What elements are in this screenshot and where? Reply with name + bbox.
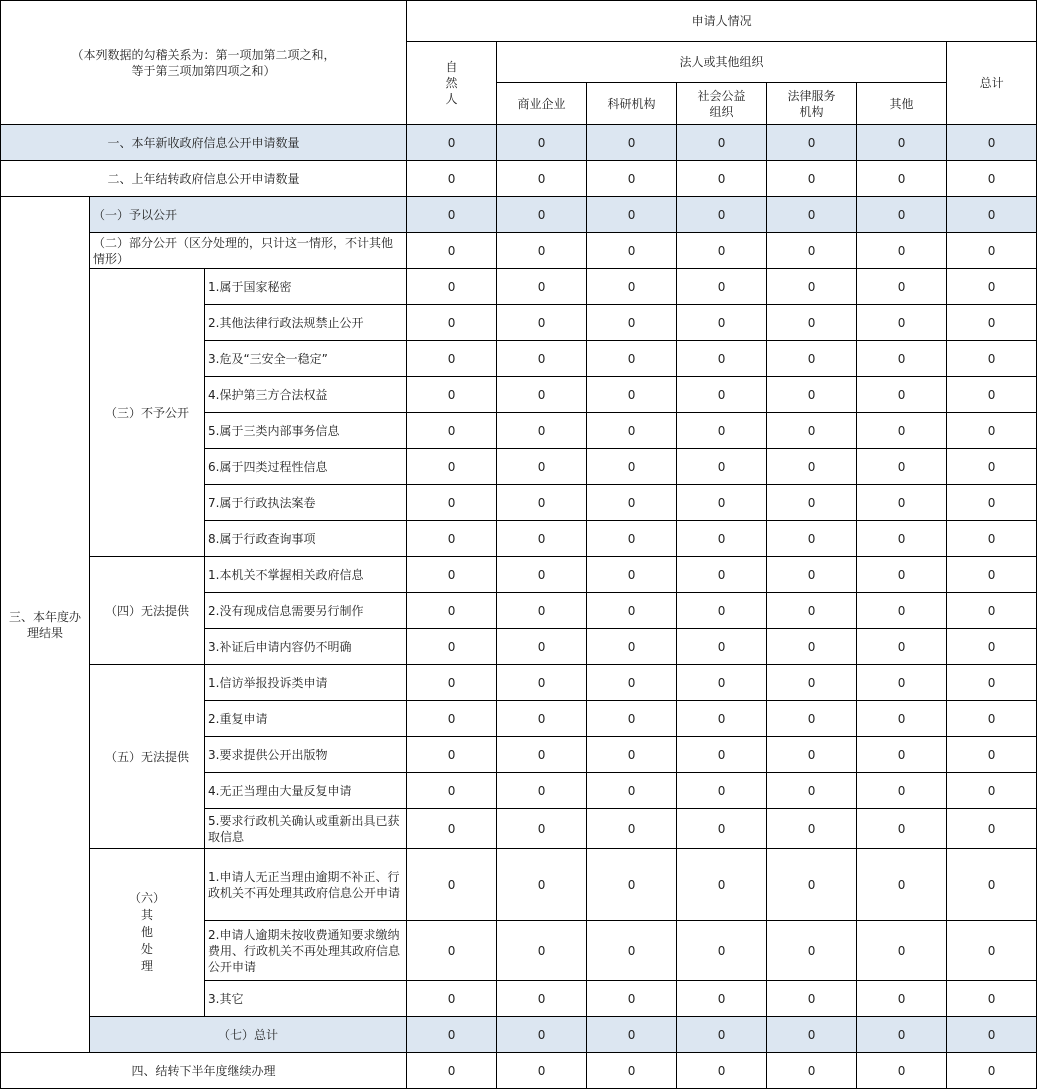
value-cell: 0	[767, 809, 857, 849]
value-cell: 0	[497, 197, 587, 233]
value-cell: 0	[947, 1053, 1037, 1089]
value-cell: 0	[857, 773, 947, 809]
value-cell: 0	[677, 341, 767, 377]
value-cell: 0	[677, 521, 767, 557]
value-cell: 0	[857, 593, 947, 629]
value-cell: 0	[857, 485, 947, 521]
value-cell: 0	[947, 197, 1037, 233]
value-cell: 0	[947, 773, 1037, 809]
value-cell: 0	[407, 629, 497, 665]
row-label: （七）总计	[90, 1017, 407, 1053]
value-cell: 0	[587, 557, 677, 593]
value-cell: 0	[947, 305, 1037, 341]
value-cell: 0	[407, 1017, 497, 1053]
value-cell: 0	[587, 981, 677, 1017]
value-cell: 0	[947, 125, 1037, 161]
value-cell: 0	[767, 269, 857, 305]
value-cell: 0	[857, 629, 947, 665]
value-cell: 0	[767, 233, 857, 269]
value-cell: 0	[767, 125, 857, 161]
item-label: 1.信访举报投诉类申请	[205, 665, 407, 701]
value-cell: 0	[677, 233, 767, 269]
value-cell: 0	[947, 449, 1037, 485]
value-cell: 0	[677, 305, 767, 341]
value-cell: 0	[857, 449, 947, 485]
value-cell: 0	[857, 413, 947, 449]
value-cell: 0	[497, 593, 587, 629]
table-row	[1, 233, 1037, 269]
value-cell: 0	[767, 921, 857, 981]
value-cell: 0	[587, 1017, 677, 1053]
value-cell: 0	[947, 377, 1037, 413]
value-cell: 0	[947, 665, 1037, 701]
value-cell: 0	[587, 161, 677, 197]
value-cell: 0	[497, 161, 587, 197]
item-label: 2.没有现成信息需要另行制作	[205, 593, 407, 629]
value-cell: 0	[947, 413, 1037, 449]
org-header: 商业企业	[497, 83, 587, 125]
value-cell: 0	[857, 341, 947, 377]
applicant-header: 申请人情况	[407, 1, 1037, 42]
value-cell: 0	[407, 305, 497, 341]
value-cell: 0	[947, 557, 1037, 593]
value-cell: 0	[677, 921, 767, 981]
value-cell: 0	[947, 849, 1037, 921]
value-cell: 0	[947, 593, 1037, 629]
table-row	[1, 125, 1037, 161]
value-cell: 0	[497, 629, 587, 665]
item-label: 3.补证后申请内容仍不明确	[205, 629, 407, 665]
value-cell: 0	[677, 557, 767, 593]
natural-person-header: 自然人	[407, 42, 497, 125]
value-cell: 0	[407, 197, 497, 233]
value-cell: 0	[677, 665, 767, 701]
value-cell: 0	[407, 557, 497, 593]
value-cell: 0	[947, 233, 1037, 269]
value-cell: 0	[407, 737, 497, 773]
value-cell: 0	[407, 485, 497, 521]
value-cell: 0	[857, 701, 947, 737]
value-cell: 0	[767, 197, 857, 233]
value-cell: 0	[677, 849, 767, 921]
value-cell: 0	[497, 269, 587, 305]
table-row	[1, 161, 1037, 197]
item-label: 2.重复申请	[205, 701, 407, 737]
value-cell: 0	[947, 341, 1037, 377]
value-cell: 0	[677, 269, 767, 305]
value-cell: 0	[497, 701, 587, 737]
value-cell: 0	[407, 701, 497, 737]
row-label: 二、上年结转政府信息公开申请数量	[1, 161, 407, 197]
value-cell: 0	[587, 593, 677, 629]
value-cell: 0	[497, 341, 587, 377]
value-cell: 0	[677, 981, 767, 1017]
value-cell: 0	[497, 849, 587, 921]
value-cell: 0	[857, 1017, 947, 1053]
item-label: 4.保护第三方合法权益	[205, 377, 407, 413]
table-row	[1, 1017, 1037, 1053]
value-cell: 0	[497, 921, 587, 981]
value-cell: 0	[407, 341, 497, 377]
value-cell: 0	[677, 1017, 767, 1053]
value-cell: 0	[857, 557, 947, 593]
value-cell: 0	[587, 1053, 677, 1089]
value-cell: 0	[407, 593, 497, 629]
value-cell: 0	[407, 921, 497, 981]
value-cell: 0	[407, 665, 497, 701]
value-cell: 0	[497, 485, 587, 521]
value-cell: 0	[947, 485, 1037, 521]
item-label: 1.申请人无正当理由逾期不补正、行政机关不再处理其政府信息公开申请	[205, 849, 407, 921]
value-cell: 0	[947, 1017, 1037, 1053]
value-cell: 0	[407, 377, 497, 413]
item-label: 4.无正当理由大量反复申请	[205, 773, 407, 809]
value-cell: 0	[767, 773, 857, 809]
value-cell: 0	[497, 809, 587, 849]
value-cell: 0	[767, 341, 857, 377]
value-cell: 0	[677, 197, 767, 233]
value-cell: 0	[677, 485, 767, 521]
value-cell: 0	[767, 521, 857, 557]
value-cell: 0	[857, 737, 947, 773]
item-label: 2.申请人逾期未按收费通知要求缴纳费用、行政机关不再处理其政府信息公开申请	[205, 921, 407, 981]
value-cell: 0	[677, 1053, 767, 1089]
row-label: （一）予以公开	[90, 197, 407, 233]
value-cell: 0	[407, 125, 497, 161]
table-note: （本列数据的勾稽关系为：第一项加第二项之和， 等于第三项加第四项之和）	[1, 1, 407, 125]
value-cell: 0	[767, 485, 857, 521]
value-cell: 0	[587, 701, 677, 737]
value-cell: 0	[407, 773, 497, 809]
row-label: 一、本年新收政府信息公开申请数量	[1, 125, 407, 161]
org-header: 社会公益组织	[677, 83, 767, 125]
value-cell: 0	[497, 449, 587, 485]
item-label: 6.属于四类过程性信息	[205, 449, 407, 485]
value-cell: 0	[587, 125, 677, 161]
value-cell: 0	[767, 701, 857, 737]
value-cell: 0	[677, 161, 767, 197]
value-cell: 0	[767, 629, 857, 665]
value-cell: 0	[677, 449, 767, 485]
value-cell: 0	[767, 305, 857, 341]
value-cell: 0	[587, 665, 677, 701]
value-cell: 0	[947, 161, 1037, 197]
value-cell: 0	[497, 1017, 587, 1053]
value-cell: 0	[407, 449, 497, 485]
table-row	[1, 665, 1037, 701]
item-label: 5.属于三类内部事务信息	[205, 413, 407, 449]
value-cell: 0	[857, 269, 947, 305]
value-cell: 0	[497, 1053, 587, 1089]
table-row	[1, 197, 1037, 233]
value-cell: 0	[947, 809, 1037, 849]
item-label: 3.其它	[205, 981, 407, 1017]
value-cell: 0	[857, 921, 947, 981]
value-cell: 0	[587, 921, 677, 981]
value-cell: 0	[587, 521, 677, 557]
value-cell: 0	[857, 197, 947, 233]
value-cell: 0	[587, 449, 677, 485]
value-cell: 0	[587, 305, 677, 341]
value-cell: 0	[497, 737, 587, 773]
value-cell: 0	[677, 701, 767, 737]
value-cell: 0	[767, 737, 857, 773]
value-cell: 0	[677, 773, 767, 809]
value-cell: 0	[587, 485, 677, 521]
value-cell: 0	[857, 849, 947, 921]
item-label: 3.要求提供公开出版物	[205, 737, 407, 773]
value-cell: 0	[857, 233, 947, 269]
value-cell: 0	[857, 377, 947, 413]
row-label: 四、结转下半年度继续办理	[1, 1053, 407, 1089]
item-label: 5.要求行政机关确认或重新出具已获取信息	[205, 809, 407, 849]
value-cell: 0	[767, 161, 857, 197]
value-cell: 0	[587, 629, 677, 665]
value-cell: 0	[677, 809, 767, 849]
result-group-label: 三、本年度办理结果	[1, 197, 90, 1053]
value-cell: 0	[767, 1017, 857, 1053]
value-cell: 0	[767, 557, 857, 593]
group-label: （五）无法提供	[90, 665, 205, 849]
item-label: 2.其他法律行政法规禁止公开	[205, 305, 407, 341]
value-cell: 0	[497, 521, 587, 557]
value-cell: 0	[677, 413, 767, 449]
org-header: 科研机构	[587, 83, 677, 125]
value-cell: 0	[767, 665, 857, 701]
value-cell: 0	[407, 161, 497, 197]
value-cell: 0	[767, 413, 857, 449]
value-cell: 0	[677, 377, 767, 413]
value-cell: 0	[407, 849, 497, 921]
value-cell: 0	[947, 981, 1037, 1017]
total-header: 总计	[947, 42, 1037, 125]
value-cell: 0	[407, 981, 497, 1017]
value-cell: 0	[497, 413, 587, 449]
value-cell: 0	[857, 125, 947, 161]
value-cell: 0	[587, 341, 677, 377]
value-cell: 0	[857, 665, 947, 701]
value-cell: 0	[497, 305, 587, 341]
value-cell: 0	[947, 521, 1037, 557]
value-cell: 0	[767, 449, 857, 485]
value-cell: 0	[587, 233, 677, 269]
legal-org-header: 法人或其他组织	[497, 42, 947, 83]
value-cell: 0	[767, 849, 857, 921]
value-cell: 0	[857, 521, 947, 557]
value-cell: 0	[587, 377, 677, 413]
value-cell: 0	[587, 809, 677, 849]
item-label: 7.属于行政执法案卷	[205, 485, 407, 521]
value-cell: 0	[947, 629, 1037, 665]
value-cell: 0	[497, 665, 587, 701]
value-cell: 0	[587, 737, 677, 773]
value-cell: 0	[497, 981, 587, 1017]
value-cell: 0	[587, 197, 677, 233]
value-cell: 0	[677, 593, 767, 629]
value-cell: 0	[677, 629, 767, 665]
value-cell: 0	[947, 921, 1037, 981]
table-row	[1, 849, 1037, 921]
group-label: （六） 其 他 处 理	[90, 849, 205, 1017]
value-cell: 0	[947, 737, 1037, 773]
value-cell: 0	[407, 521, 497, 557]
value-cell: 0	[767, 981, 857, 1017]
value-cell: 0	[407, 233, 497, 269]
org-header: 其他	[857, 83, 947, 125]
value-cell: 0	[767, 1053, 857, 1089]
value-cell: 0	[497, 557, 587, 593]
table-row	[1, 269, 1037, 305]
value-cell: 0	[947, 269, 1037, 305]
value-cell: 0	[407, 413, 497, 449]
value-cell: 0	[497, 125, 587, 161]
item-label: 1.本机关不掌握相关政府信息	[205, 557, 407, 593]
value-cell: 0	[497, 377, 587, 413]
row-label: （二）部分公开（区分处理的，只计这一情形，不计其他情形）	[90, 233, 407, 269]
value-cell: 0	[407, 1053, 497, 1089]
value-cell: 0	[497, 233, 587, 269]
value-cell: 0	[587, 773, 677, 809]
item-label: 8.属于行政查询事项	[205, 521, 407, 557]
value-cell: 0	[407, 269, 497, 305]
value-cell: 0	[587, 413, 677, 449]
value-cell: 0	[857, 161, 947, 197]
value-cell: 0	[857, 1053, 947, 1089]
value-cell: 0	[677, 125, 767, 161]
value-cell: 0	[947, 701, 1037, 737]
group-label: （四）无法提供	[90, 557, 205, 665]
group-label: （三）不予公开	[90, 269, 205, 557]
value-cell: 0	[587, 269, 677, 305]
value-cell: 0	[767, 593, 857, 629]
value-cell: 0	[857, 809, 947, 849]
org-header: 法律服务机构	[767, 83, 857, 125]
item-label: 1.属于国家秘密	[205, 269, 407, 305]
value-cell: 0	[497, 773, 587, 809]
item-label: 3.危及“三安全一稳定”	[205, 341, 407, 377]
table-row	[1, 1053, 1037, 1089]
table-row	[1, 557, 1037, 593]
value-cell: 0	[767, 377, 857, 413]
value-cell: 0	[677, 737, 767, 773]
value-cell: 0	[857, 981, 947, 1017]
value-cell: 0	[407, 809, 497, 849]
value-cell: 0	[587, 849, 677, 921]
value-cell: 0	[857, 305, 947, 341]
